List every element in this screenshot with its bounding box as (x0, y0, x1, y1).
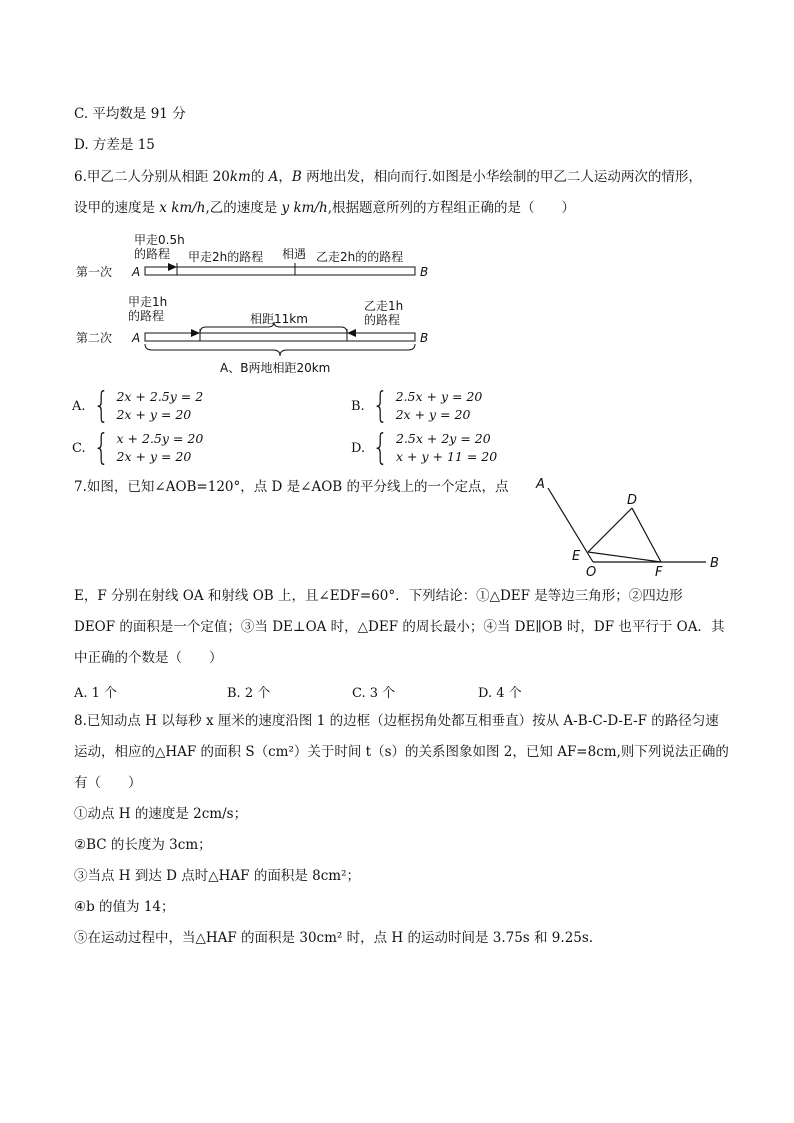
fig6-row2-point-a: A (132, 331, 141, 345)
fig6-brace-gap (200, 322, 347, 333)
brace-icon: { (372, 385, 389, 426)
q6-stem-point-b: B (291, 169, 302, 185)
q7-figure (530, 472, 730, 582)
fig6-row1-label: 第一次 (76, 265, 113, 279)
q6-option-d (351, 427, 498, 468)
q7-stem-line3: DEOF 的面积是一个定值；③当 DE⊥OA 时，△DEF 的周长最小；④当 DE∥OB 时，DF 也平行于 OA．其 (74, 619, 725, 635)
q6-stem-line2 (74, 200, 575, 216)
fig6-label-yi-1h-line2: 的路程 (364, 313, 401, 327)
q7-option-b: B. 2 个 (227, 686, 271, 701)
fig6-arrow-yi-1h (347, 329, 356, 337)
fig7-label-b: B (710, 556, 719, 571)
q6-option-d-eq1: 2.5x + 2y = 20 (396, 431, 491, 446)
fig6-arrow-jia-05 (168, 263, 177, 271)
fig6-label-jia-05-line2: 的路程 (134, 247, 171, 261)
q6-stem-var-x: x km/h (159, 200, 206, 216)
q6-stem-text: 设甲的速度是 (74, 200, 160, 216)
q7-option-a: A. 1 个 (74, 686, 118, 701)
fig6-row1-bar (145, 267, 415, 275)
q6-stem-var-y: y km/h (281, 200, 328, 216)
q6-option-b-eq2: 2x + y = 20 (395, 407, 471, 422)
fig6-row1-point-a: A (132, 265, 141, 279)
q6-option-a (72, 385, 204, 426)
fig7-segment-df (632, 508, 661, 562)
fig6-label-jia-2h: 甲走2h的路程 (188, 250, 264, 264)
fig6-row2-point-b: B (420, 331, 429, 345)
q7-stem-line4: 中正确的个数是（ ） (74, 650, 223, 666)
q6-stem-point-a: A (268, 169, 279, 185)
q8-stem-line2: 运动，相应的△HAF 的面积 S（cm²）关于时间 t（s）的关系图象如图 2，已知 AF=8cm,则下列说法正确的 (74, 744, 729, 760)
fig6-row2-bar (145, 333, 415, 341)
brace-icon: { (92, 385, 110, 426)
q8-item-1: ①动点 H 的速度是 2cm/s； (74, 806, 248, 822)
q6-option-a-eq1: 2x + 2.5y = 2 (116, 389, 204, 404)
q6-stem-text: 6.甲乙二人分别从相距 20 (74, 169, 230, 185)
q6-option-d-label: D. (351, 440, 366, 456)
q6-option-b (351, 385, 483, 426)
fig6-label-jia-1h-line1: 甲走1h (128, 295, 168, 309)
q8-item-4: ④b 的值为 14； (74, 899, 175, 915)
q7-option-c: C. 3 个 (352, 686, 396, 701)
fig6-label-jia-05-line1: 甲走0.5h (134, 233, 185, 247)
q6-option-b-eq1: 2.5x + y = 20 (395, 389, 483, 404)
q6-option-c-eq2: 2x + y = 20 (116, 449, 192, 464)
fig7-label-a: A (536, 477, 545, 492)
q6-option-b-label: B. (351, 398, 365, 414)
fig6-row2-label: 第二次 (76, 331, 113, 345)
q6-stem-text: ， (278, 169, 292, 185)
q5-option-d: D. 方差是 15 (74, 137, 155, 153)
q6-option-a-eq2: 2x + y = 20 (116, 407, 192, 422)
fig7-segment-ef (588, 552, 661, 562)
q6-stem-text: 的 (250, 169, 269, 185)
q8-stem-line3: 有（ ） (74, 775, 142, 791)
q6-stem-text: 两地出发，相向而行.如图是小华绘制的甲乙二人运动两次的情形， (301, 169, 702, 185)
fig6-arrow-jia-1h (191, 329, 200, 337)
q6-option-d-eq2: x + y + 11 = 20 (396, 449, 498, 464)
q7-stem-line2: E，F 分别在射线 OA 和射线 OB 上，且∠EDF=60°．下列结论：①△DEF 是等边三角形；②四边形 (74, 588, 683, 604)
q6-stem-unit: km (229, 169, 251, 185)
q8-item-2: ②BC 的长度为 3cm； (74, 837, 212, 853)
fig6-label-gap-11: 相距11km (250, 312, 308, 326)
brace-icon: { (372, 427, 389, 468)
fig7-label-e: E (572, 549, 581, 564)
q6-option-c (72, 427, 204, 468)
fig7-label-o: O (586, 565, 597, 580)
fig6-label-meet: 相遇 (282, 247, 307, 261)
q8-item-3: ③当点 H 到达 D 点时△HAF 的面积是 8cm²； (74, 868, 360, 884)
fig7-label-f: F (655, 565, 663, 580)
fig7-ray-oa (548, 488, 593, 562)
fig6-brace-total (145, 344, 415, 356)
fig7-label-d: D (627, 493, 638, 508)
q6-option-a-label: A. (72, 398, 86, 414)
brace-icon: { (93, 427, 110, 468)
fig6-label-yi-1h-line1: 乙走1h (364, 299, 404, 313)
q6-figure (70, 228, 450, 378)
fig6-row1-point-b: B (420, 265, 429, 279)
q6-stem-line1 (74, 169, 702, 185)
q6-option-c-eq1: x + 2.5y = 20 (116, 431, 204, 446)
q6-stem-text: ,乙的速度是 (205, 200, 282, 216)
q7-option-d: D. 4 个 (478, 686, 522, 701)
fig6-label-jia-1h-line2: 的路程 (128, 309, 165, 323)
q8-stem-line1: 8.已知动点 H 以每秒 x 厘米的速度沿图 1 的边框（边框拐角处都互相垂直）按从 A-B-C-D-E-F 的路径匀速 (74, 713, 719, 729)
q6-option-c-label: C. (72, 440, 86, 456)
q6-stem-text: ,根据题意所列的方程组正确的是（ ） (327, 200, 575, 216)
fig6-label-yi-2h: 乙走2h的的路程 (316, 250, 404, 264)
q8-item-5: ⑤在运动过程中，当△HAF 的面积是 30cm² 时，点 H 的运动时间是 3.75s 和 9.25s. (74, 930, 594, 946)
fig6-label-total: A、B两地相距20km (220, 361, 331, 375)
q5-option-c: C. 平均数是 91 分 (74, 106, 186, 122)
fig7-segment-ed (588, 508, 632, 552)
q7-stem-line1: 7.如图，已知∠AOB=120°，点 D 是∠AOB 的平分线上的一个定点，点 (74, 479, 509, 495)
